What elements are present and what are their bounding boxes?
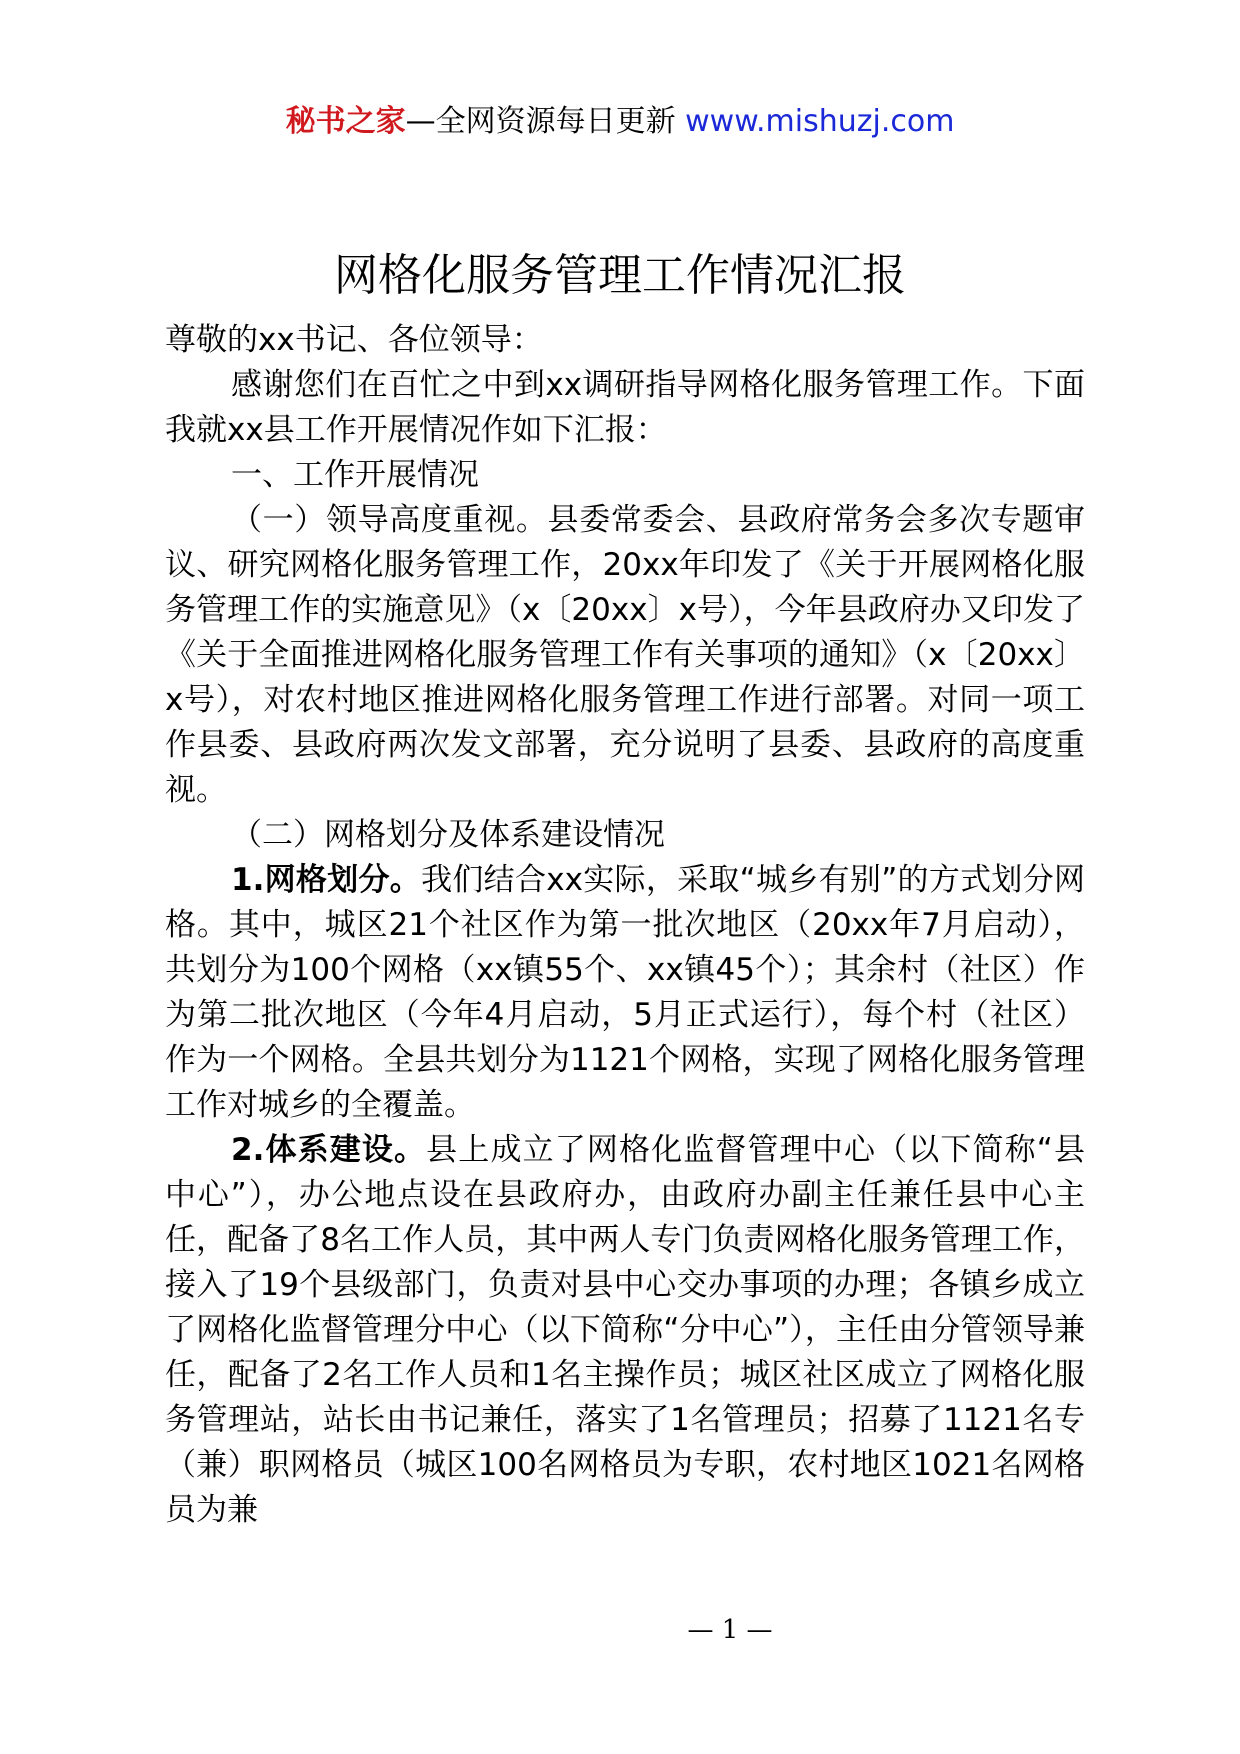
leadership-paragraph: （一）领导高度重视。县委常委会、县政府常务会多次专题审议、研究网格化服务管理工作，20xx年印发了《关于开展网格化服务管理工作的实施意见》（x〔20xx〕x号），今年县政府办又印发了《关于全面推进网格化服务管理工作有关事项的通知》（x〔20xx〕x号），对农村地区推进网格化服务管理工作进行部署。对同一项工作县委、县政府两次发文部署，充分说明了县委、县政府的高度重视。	[165, 502, 1085, 808]
subsection-heading: （二）网格划分及体系建设情况	[231, 817, 665, 853]
document-title: 网格化服务管理工作情况汇报	[334, 250, 906, 301]
grid-division-lead: 1.网格划分。	[231, 862, 422, 898]
system-building-text: 县上成立了网格化监督管理中心（以下简称“县中心”），办公地点设在县政府办，由政府办副主任兼任县中心主任，配备了8名工作人员，其中两人专门负责网格化服务管理工作，接入了19个县级部门，负责对县中心交办事项的办理；各镇乡成立了网格化监督管理分中心（以下简称“分中心”），主任由分管领导兼任，配备了2名工作人员和1名主操作员；城区社区成立了网格化服务管理站，站长由书记兼任，落实了1名管理员；招募了1121名专（兼）职网格员（城区100名网格员为专职，农村地区1021名网格员为兼	[165, 1132, 1085, 1528]
site-slogan: —全网资源每日更新	[405, 104, 686, 139]
section-heading: 一、工作开展情况	[231, 457, 479, 493]
grid-division-text: 我们结合xx实际，采取“城乡有别”的方式划分网格。其中，城区21个社区作为第一批次地区（20xx年7月启动），共划分为100个网格（xx镇55个、xx镇45个）；其余村（社区）作为第二批次地区（今年4月启动，5月正式运行），每个村（社区）作为一个网格。全县共划分为1121个网格，实现了网格化服务管理工作对城乡的全覆盖。	[165, 862, 1085, 1123]
system-building-lead: 2.体系建设。	[231, 1132, 427, 1168]
intro-paragraph: 感谢您们在百忙之中到xx调研指导网格化服务管理工作。下面我就xx县工作开展情况作如下汇报：	[165, 367, 1085, 448]
document-body	[165, 318, 1085, 1533]
salutation: 尊敬的xx书记、各位领导：	[165, 322, 543, 358]
site-url-link[interactable]: www.mishuzj.com	[685, 104, 955, 139]
site-header	[0, 100, 1240, 144]
system-building-paragraph	[165, 1128, 1085, 1533]
page-number: — 1 —	[687, 1615, 773, 1645]
site-brand: 秘书之家	[285, 104, 406, 139]
grid-division-paragraph	[165, 858, 1085, 1128]
